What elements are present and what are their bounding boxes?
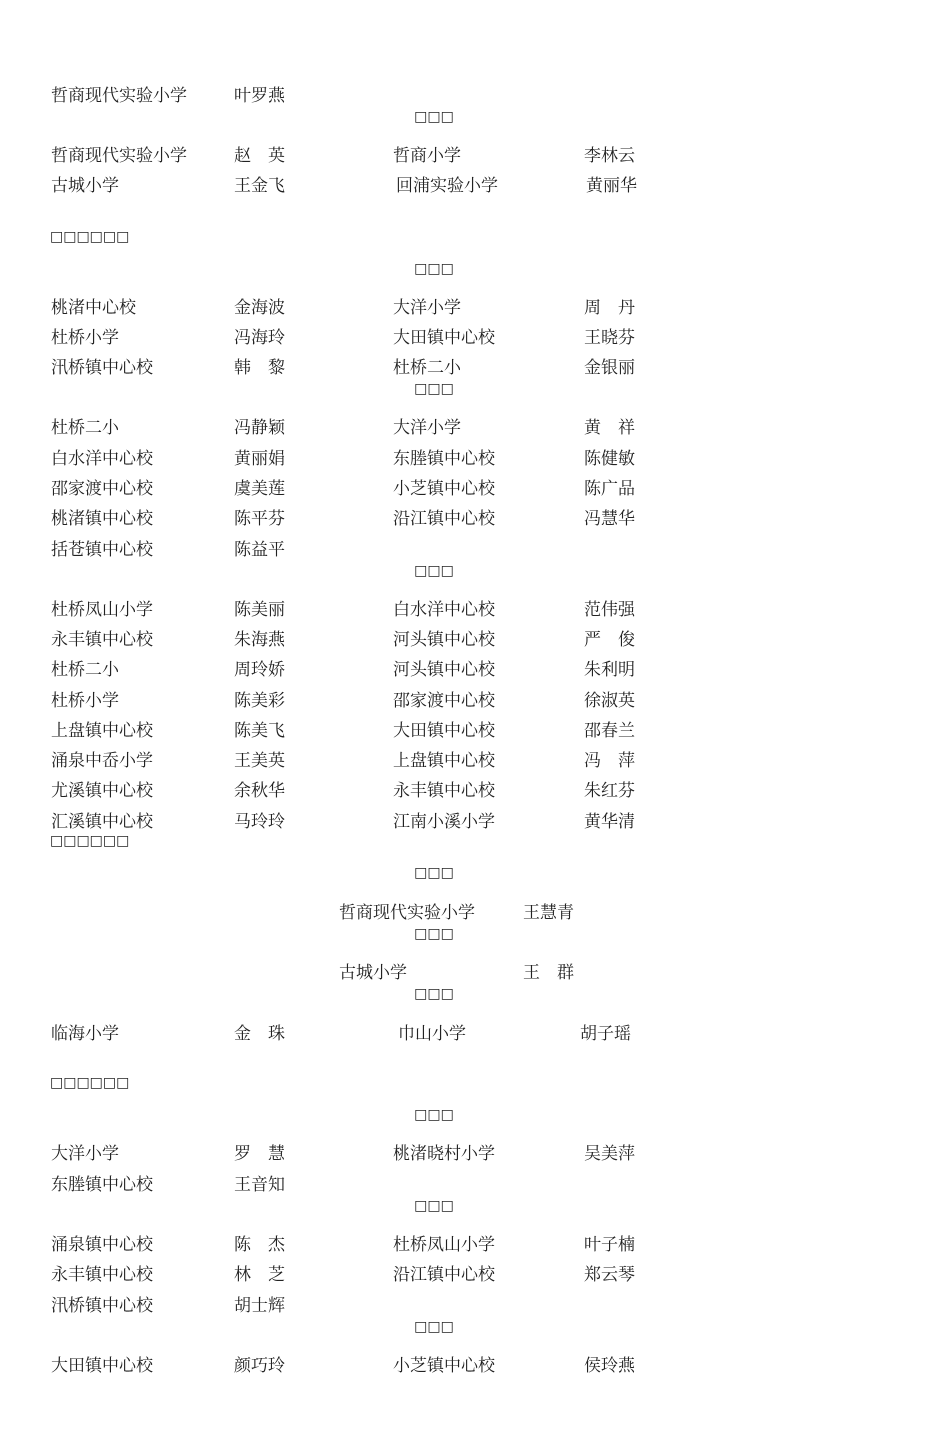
teacher-name: 虞美莲 xyxy=(234,479,285,499)
school-name: 邵家渡中心校 xyxy=(393,691,495,711)
teacher-name: 叶子楠 xyxy=(584,1235,635,1255)
school-name: 大洋小学 xyxy=(51,1144,119,1164)
group-heading: □□□ xyxy=(414,563,454,579)
teacher-name: 王慧青 xyxy=(523,903,574,923)
school-name: 括苍镇中心校 xyxy=(51,540,153,560)
teacher-name: 林 芝 xyxy=(234,1265,285,1285)
school-name: 回浦实验小学 xyxy=(396,176,498,196)
school-name: 桃渚镇中心校 xyxy=(51,509,153,529)
school-name: 小芝镇中心校 xyxy=(393,1356,495,1376)
teacher-name: 陈益平 xyxy=(234,540,285,560)
school-name: 桃渚晓村小学 xyxy=(393,1144,495,1164)
group-heading: □□□ xyxy=(414,926,454,942)
school-name: 永丰镇中心校 xyxy=(393,781,495,801)
teacher-name: 金海波 xyxy=(234,298,285,318)
teacher-name: 金 珠 xyxy=(234,1024,285,1044)
teacher-name: 王金飞 xyxy=(234,176,285,196)
teacher-name: 徐淑英 xyxy=(584,691,635,711)
teacher-name: 冯慧华 xyxy=(584,509,635,529)
school-name: 白水洋中心校 xyxy=(51,449,153,469)
school-name: 大田镇中心校 xyxy=(393,328,495,348)
teacher-name: 黄华清 xyxy=(584,812,635,832)
teacher-name: 冯静颖 xyxy=(234,418,285,438)
teacher-name: 黄丽娟 xyxy=(234,449,285,469)
school-name: 河头镇中心校 xyxy=(393,660,495,680)
teacher-name: 陈健敏 xyxy=(584,449,635,469)
teacher-name: 朱利明 xyxy=(584,660,635,680)
school-name: 大洋小学 xyxy=(393,298,461,318)
school-name: 涌泉镇中心校 xyxy=(51,1235,153,1255)
teacher-name: 吴美萍 xyxy=(584,1144,635,1164)
teacher-name: 王音知 xyxy=(234,1175,285,1195)
school-name: 汇溪镇中心校 xyxy=(51,812,153,832)
school-name: 尤溪镇中心校 xyxy=(51,781,153,801)
teacher-name: 周 丹 xyxy=(584,298,635,318)
school-name: 汛桥镇中心校 xyxy=(51,358,153,378)
teacher-name: 叶罗燕 xyxy=(234,86,285,106)
teacher-name: 黄丽华 xyxy=(586,176,637,196)
teacher-name: 陈平芬 xyxy=(234,509,285,529)
teacher-name: 余秋华 xyxy=(234,781,285,801)
school-name: 哲商现代实验小学 xyxy=(339,903,475,923)
teacher-name: 陈美飞 xyxy=(234,721,285,741)
teacher-name: 赵 英 xyxy=(234,146,285,166)
school-name: 邵家渡中心校 xyxy=(51,479,153,499)
school-name: 上盘镇中心校 xyxy=(51,721,153,741)
school-name: 沿江镇中心校 xyxy=(393,509,495,529)
teacher-name: 陈美丽 xyxy=(234,600,285,620)
teacher-name: 马玲玲 xyxy=(234,812,285,832)
teacher-name: 罗 慧 xyxy=(234,1144,285,1164)
teacher-name: 胡子瑶 xyxy=(580,1024,631,1044)
school-name: 巾山小学 xyxy=(398,1024,466,1044)
teacher-name: 金银丽 xyxy=(584,358,635,378)
school-name: 桃渚中心校 xyxy=(51,298,136,318)
school-name: 杜桥二小 xyxy=(393,358,461,378)
section-heading: □□□□□□ xyxy=(50,229,130,245)
school-name: 白水洋中心校 xyxy=(393,600,495,620)
school-name: 杜桥凤山小学 xyxy=(393,1235,495,1255)
school-name: 江南小溪小学 xyxy=(393,812,495,832)
teacher-name: 朱海燕 xyxy=(234,630,285,650)
teacher-name: 胡士辉 xyxy=(234,1296,285,1316)
teacher-name: 王美英 xyxy=(234,751,285,771)
school-name: 小芝镇中心校 xyxy=(393,479,495,499)
school-name: 涌泉中岙小学 xyxy=(51,751,153,771)
group-heading: □□□ xyxy=(414,381,454,397)
section-heading: □□□□□□ xyxy=(50,833,130,849)
teacher-name: 陈美彩 xyxy=(234,691,285,711)
teacher-name: 侯玲燕 xyxy=(584,1356,635,1376)
group-heading: □□□ xyxy=(414,1319,454,1335)
teacher-name: 严 俊 xyxy=(584,630,635,650)
teacher-name: 李林云 xyxy=(584,146,635,166)
section-heading: □□□□□□ xyxy=(50,1075,130,1091)
school-name: 汛桥镇中心校 xyxy=(51,1296,153,1316)
school-name: 东塍镇中心校 xyxy=(393,449,495,469)
school-name: 大洋小学 xyxy=(393,418,461,438)
group-heading: □□□ xyxy=(414,865,454,881)
teacher-name: 郑云琴 xyxy=(584,1265,635,1285)
teacher-name: 邵春兰 xyxy=(584,721,635,741)
school-name: 哲商小学 xyxy=(393,146,461,166)
group-heading: □□□ xyxy=(414,109,454,125)
teacher-name: 陈 杰 xyxy=(234,1235,285,1255)
school-name: 杜桥二小 xyxy=(51,418,119,438)
teacher-name: 黄 祥 xyxy=(584,418,635,438)
teacher-name: 冯海玲 xyxy=(234,328,285,348)
school-name: 大田镇中心校 xyxy=(393,721,495,741)
teacher-name: 王 群 xyxy=(523,963,574,983)
school-name: 杜桥二小 xyxy=(51,660,119,680)
teacher-name: 朱红芬 xyxy=(584,781,635,801)
teacher-name: 颜巧玲 xyxy=(234,1356,285,1376)
school-name: 沿江镇中心校 xyxy=(393,1265,495,1285)
school-name: 古城小学 xyxy=(339,963,407,983)
school-name: 古城小学 xyxy=(51,176,119,196)
group-heading: □□□ xyxy=(414,261,454,277)
teacher-name: 周玲娇 xyxy=(234,660,285,680)
group-heading: □□□ xyxy=(414,1198,454,1214)
school-name: 大田镇中心校 xyxy=(51,1356,153,1376)
school-name: 上盘镇中心校 xyxy=(393,751,495,771)
school-name: 东塍镇中心校 xyxy=(51,1175,153,1195)
teacher-name: 冯 萍 xyxy=(584,751,635,771)
teacher-name: 陈广品 xyxy=(584,479,635,499)
teacher-name: 王晓芬 xyxy=(584,328,635,348)
school-name: 杜桥小学 xyxy=(51,328,119,348)
school-name: 临海小学 xyxy=(51,1024,119,1044)
school-name: 哲商现代实验小学 xyxy=(51,146,187,166)
school-name: 杜桥凤山小学 xyxy=(51,600,153,620)
school-name: 永丰镇中心校 xyxy=(51,1265,153,1285)
school-name: 河头镇中心校 xyxy=(393,630,495,650)
group-heading: □□□ xyxy=(414,1107,454,1123)
teacher-name: 韩 黎 xyxy=(234,358,285,378)
school-name: 杜桥小学 xyxy=(51,691,119,711)
teacher-name: 范伟强 xyxy=(584,600,635,620)
school-name: 哲商现代实验小学 xyxy=(51,86,187,106)
school-name: 永丰镇中心校 xyxy=(51,630,153,650)
group-heading: □□□ xyxy=(414,986,454,1002)
